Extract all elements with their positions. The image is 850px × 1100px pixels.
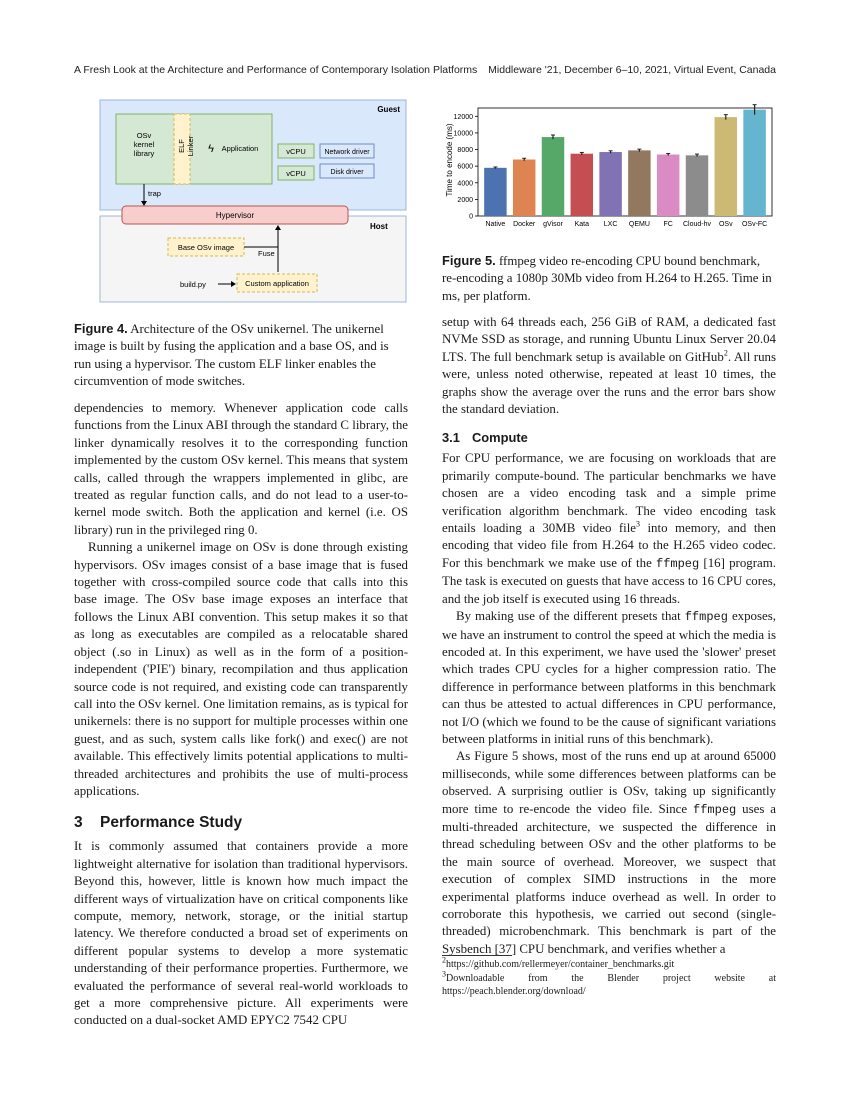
section-3-title: Performance Study [100,814,243,832]
osv-kernel-label-1: OSv [136,131,152,140]
figure-4-diagram [98,98,410,306]
figure-4-caption [74,320,408,391]
bar-native [484,168,506,216]
right-paragraph-2: For CPU performance, we are focusing on workloads that are primarily compute-bound. The particular benchmarks we have chosen are a video encoding task and a simple prime verification algorithm benchmark. The video encoding task entails loading a 30MB video file$^3$ into memory, and then encoding that video file from H.264 to the H.265 video codec. For this benchmark we make use of the ffmpeg [16] program. The task is executed on guests that have access to 16 CPU cores, and the job itself is executed using 16 threads. [442,451,777,606]
host-label: Host [370,222,388,231]
left-paragraph-2: Running a unikernel image on OSv is done through existing hypervisors. OSv images consist of a base image that is fused together with cross-compiled source code that calls into this base image. The OSv base image exposes an interface that follows the Linux ABI convention. This setup makes it so that as long as executables are compiled as a relocatable shared object (.so in Linux) as well as in the form of a position-independent ('PIE') binary, recompilation and thus application source code is not required, and existing code can transparently call into the OSv kernel. One limitation remains, as is typical for unikernels: there is no support for multiple processes within one guest, and as such, system calls like fork() and exec() are not available. This effectively limits potential applications to multi-threaded architectures and prohibits the use of multi-process applications. [74,540,408,798]
running-header-left: A Fresh Look at the Architecture and Performance of Contemporary Isolation Platforms [74,64,478,76]
y-tick-label: 0 [469,213,473,221]
running-header-right: Middleware '21, December 6–10, 2021, Virtual Event, Canada [488,64,776,76]
figure-4-caption-label: Figure 4. [74,321,128,336]
y-tick-label: 8000 [457,147,473,155]
x-tick-label-osv: OSv [718,221,733,228]
footnote-ref-2: 2 [723,348,728,358]
linker-label: Linker [186,135,195,157]
application-label: Application [221,144,259,153]
left-paragraph-1: dependencies to memory. Whenever application code calls functions from the Linux ABI through the standard C library, the linker dynamically resolves it to the corresponding function implemented by the custom OSv kernel. This means that system calls, called through the wrappers implemented in glibc, are treated as regular function calls, and do not lead to a user-to-kernel mode switch. Both the application and kernel (i.e. OS library) run in the privileged ring 0. [74,401,408,537]
x-tick-label-osv-fc: OSv-FC [741,221,768,228]
x-tick-label-fc: FC [663,221,673,228]
y-tick-label: 10000 [453,130,473,138]
figure-5-caption-text: ffmpeg video re-encoding CPU bound benchmark, re-encoding a 1080p 30Mb video from H.264 to H.265. Time in ms, per platform. [442,254,772,303]
vcpu-1-label: vCPU [286,147,306,156]
bar-fc [657,155,679,216]
disk-driver-label: Disk driver [330,169,364,176]
footnote-2: $^2$https://github.com/rellermeyer/container_benchmarks.git [442,955,675,970]
bar-lxc [599,152,621,216]
lightning-icon: ϟ [208,143,214,155]
x-tick-label-docker: Docker [513,221,536,228]
network-driver-label: Network driver [324,149,370,156]
section-3-1-title: Compute [472,430,528,446]
guest-label: Guest [377,105,400,114]
section-3-number: 3 [74,814,83,832]
x-tick-label-lxc: LXC [603,221,618,228]
osv-kernel-label-2: kernel [133,140,155,149]
hypervisor-label: Hypervisor [215,211,255,220]
footnote-2-link[interactable]: https://github.com/rellermeyer/container_benchmarks.git [446,959,675,970]
left-paragraph-3: It is commonly assumed that containers provide a more lightweight alternative for isolation than traditional hypervisors. Beyond this, however, little is known how much impact the different ways of virtualization have on critical components like compute, memory, network, storage, or the initial startup latency. We therefore conducted a broad set of experiments on different popular systems to develop a more systematic understanding of their performance properties. Furthermore, we evaluated the performance of several real-world workloads to get a more comprehensive picture. All experiments were conducted on a dual-socket AMD EPYC2 7542 CPU [74,839,408,1028]
figure-5-chart [440,100,776,240]
footnote-3: $^3$Downloadable from the Blender project website at https://peach.blender.org/download/ [442,969,776,997]
right-paragraph-4: As Figure 5 shows, most of the runs end up at around 65000 milliseconds, while some differences between platforms can be observed. A surprising outlier is OSv, taking up significantly more time to re-encode the video file. Since ffmpeg uses a multi-threaded architecture, we suspected the difference in thread scheduling between OSv and the other platforms to be the main source of overhead. Moreover, we suspect that execution of complex SIMD instructions in the more experimental platforms induce overhead as well. In order to corroborate this hypothesis, we carried out second (single-threaded) microbenchmark. This benchmark is part of the Sysbench [37] CPU benchmark, and verifies whether a [442,749,776,956]
x-tick-label-cloud-hv: Cloud-hv [682,221,712,228]
build-py-label: build.py [180,280,206,289]
y-tick-label: 4000 [457,180,473,188]
bar-cloud-hv [686,155,708,216]
footnote-ref-3: 3 [636,519,641,529]
x-tick-label-native: Native [485,221,506,228]
elf-label: ELF [177,139,186,153]
trap-label: trap [148,189,161,198]
y-tick-label: 2000 [457,196,473,204]
bar-docker [513,160,535,216]
custom-application-label: Custom application [245,279,309,288]
figure-5-caption-label: Figure 5. [442,253,496,268]
bar-kata [571,154,593,216]
right-paragraph-3: By making use of the different presets that ffmpeg exposes, we have an instrument to control the speed at which the media is encoded at. In this experiment, we have used the 'slower' preset which trades CPU cycles for a higher compression ratio. The difference in performance between platforms in this benchmark can thus be attested to actual differences in CPU performance, not I/O (which we found to be the cause of significant variations between platforms in initial runs of this benchmark). [442,609,776,746]
x-tick-label-qemu: QEMU [628,221,650,228]
section-3-1-number: 3.1 [442,430,460,446]
x-tick-label-gvisor: gVisor [543,221,563,228]
bar-gvisor [542,137,564,216]
section-3-heading [74,814,408,832]
section-3-1-heading [442,430,776,445]
y-tick-label: 12000 [453,113,473,121]
chart-ylabel: Time to encode (ms) [445,123,454,197]
footnote-rule [442,955,512,956]
vcpu-2-label: vCPU [286,169,306,178]
x-tick-label-kata: Kata [574,221,590,228]
base-image-label: Base OSv image [177,243,235,252]
fuse-label: Fuse [258,249,275,258]
bar-osv-fc [743,110,765,216]
right-paragraph-1: setup with 64 threads each, 256 GiB of RAM, a dedicated fast NVMe SSD as storage, and running Ubuntu Linux Server 20.04 LTS. The full benchmark setup is available on GitHub$^2$. All runs were, unless noted otherwise, repeated at least 10 times, the graphs show the average over the runs and the error bars show the standard deviation. [442,315,776,417]
osv-kernel-label-3: library [133,149,155,158]
bar-qemu [628,150,650,216]
figure-5-caption [442,252,776,305]
bar-osv [715,117,737,216]
y-tick-label: 6000 [457,163,473,171]
figure-4-caption-text: Architecture of the OSv unikernel. The unikernel image is built by fusing the application and a base OS, and is run using a hypervisor. The custom ELF linker enables the circumvention of mode switches. [74,322,389,389]
